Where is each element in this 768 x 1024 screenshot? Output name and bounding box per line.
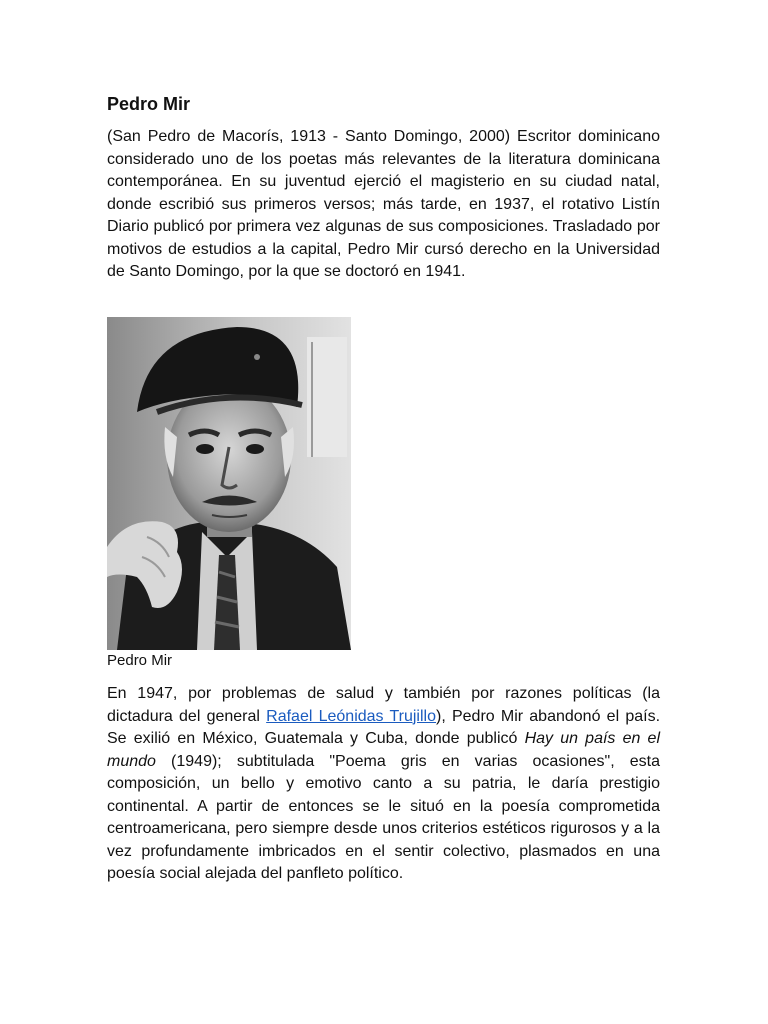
paragraph-2-text-3: (1949); subtitulada "Poema gris en varias ocasiones", esta composición, un bello y emotivo canto a su patria, le daría prestigio continental. A partir de entonces se le situó en la poesía comprometida centroamericana, pero siempre desde unos criterios estéticos rigurosos y a la vez profundamente imbricados en el sentir colectivo, plasmados en una poesía social alejada del panfleto político. xyxy=(107,752,660,882)
photo-caption: Pedro Mir xyxy=(107,652,173,669)
biography-paragraph-1: (San Pedro de Macorís, 1913 - Santo Domingo, 2000) Escritor dominicano considerado uno de los poetas más relevantes de la literatura dominicana contemporánea. En su juventud ejerció el magisterio en su ciudad natal, donde escribió sus primeros versos; más tarde, en 1937, el rotativo Listín Diario publicó por primera vez algunas de sus composiciones. Trasladado por motivos de estudios a la capital, Pedro Mir cursó derecho en la Universidad de Santo Domingo, por la que se doctoró en 1941. xyxy=(107,128,660,280)
trujillo-link[interactable]: Rafael Leónidas Trujillo xyxy=(266,707,436,725)
paragraph-2-text-1: En 1947, por problemas de salud y también por razones políticas (la dictadura del general xyxy=(107,685,660,725)
portrait-photo xyxy=(107,317,351,650)
page-title: Pedro Mir xyxy=(107,94,191,114)
paragraph-2-text-2: ), Pedro Mir abandonó el país. Se exilió en México, Guatemala y Cuba, donde publicó xyxy=(107,707,661,747)
book-title: Hay un país en el mundo xyxy=(107,730,660,770)
biography-paragraph-2 xyxy=(107,683,660,886)
